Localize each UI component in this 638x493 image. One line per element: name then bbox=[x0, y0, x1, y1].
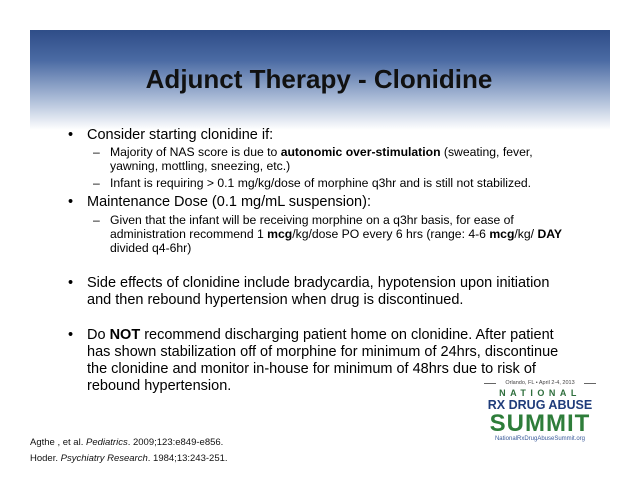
bullet-text: Maintenance Dose (0.1 mg/mL suspension): bbox=[87, 194, 371, 210]
logo-url: NationalRxDrugAbuseSummit.org bbox=[494, 436, 586, 442]
emphasis: NOT bbox=[109, 327, 141, 343]
bullet-marker: • bbox=[68, 327, 74, 343]
references bbox=[30, 435, 228, 467]
dash-marker: – bbox=[93, 213, 100, 227]
emphasis: autonomic over-stimulation bbox=[280, 145, 441, 159]
slide-title: Adjunct Therapy - Clonidine bbox=[145, 64, 493, 94]
bullet-marker: • bbox=[68, 127, 74, 143]
dash-marker: – bbox=[93, 176, 100, 190]
logo-rx-drug-abuse: RX DRUG ABUSE bbox=[487, 398, 593, 412]
logo-event-line: Orlando, FL • April 2-4, 2013 bbox=[484, 380, 596, 386]
bullet-text: Consider starting clonidine if: bbox=[87, 127, 274, 143]
summit-logo bbox=[484, 380, 596, 446]
bullet-marker: • bbox=[68, 194, 74, 210]
reference-item: Hoder. Psychiatry Research. 1984;13:243-251. bbox=[30, 453, 228, 464]
bullet-text: Do NOT recommend discharging patient home on clonidine. After patient has shown stabilization off of morphine for minimum of 24hrs, discontinue the clonidine and monitor in-house for minimum of 48hrs due to risk of rebound hypertension. bbox=[87, 327, 559, 394]
logo-summit: SUMMIT bbox=[489, 410, 591, 437]
bullet-side-effects bbox=[68, 275, 550, 308]
logo-national: NATIONAL bbox=[499, 388, 581, 398]
bullet-consider bbox=[68, 127, 274, 144]
dash-marker: – bbox=[93, 145, 100, 159]
bullet-text: Side effects of clonidine include bradycardia, hypotension upon initiation and then rebound hypertension when drug is discontinued. bbox=[87, 275, 550, 308]
bullet-marker: • bbox=[68, 275, 74, 291]
bullet-maintenance-dose bbox=[68, 194, 371, 211]
reference-item: Agthe , et al. Pediatrics. 2009;123:e849-e856. bbox=[30, 437, 224, 448]
